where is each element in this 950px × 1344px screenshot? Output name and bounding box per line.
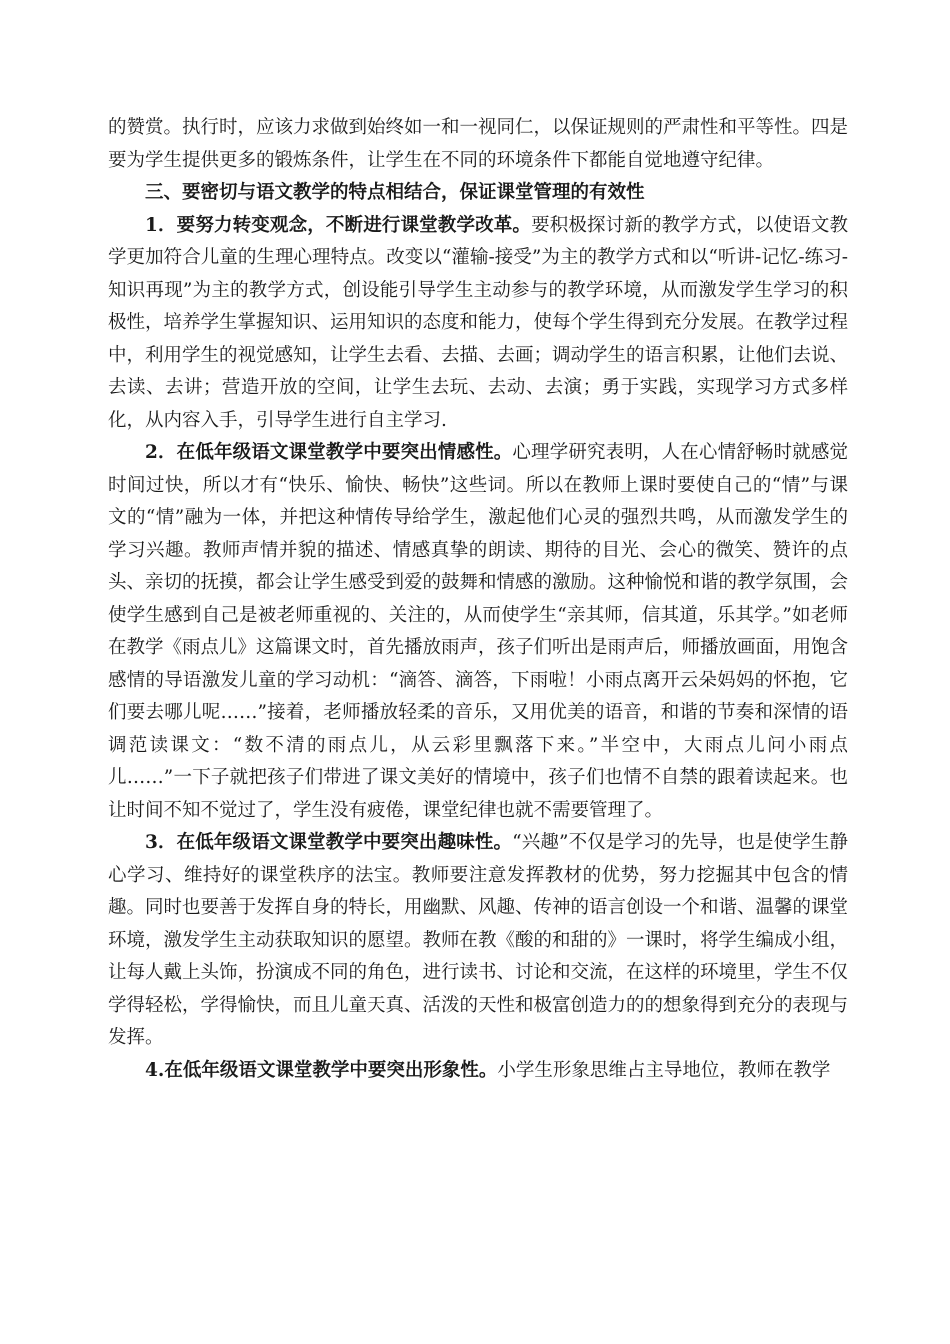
section-heading-3: 三、要密切与语文教学的特点相结合，保证课堂管理的有效性 bbox=[145, 182, 645, 203]
paragraph-4-body: 小学生形象思维占主导地位，教师在教学 bbox=[497, 1059, 831, 1081]
paragraph-4-lead: 4.在低年级语文课堂教学中要突出形象性。 bbox=[145, 1059, 498, 1081]
paragraph-3 bbox=[108, 827, 848, 1055]
paragraph-1-lead: 1．要努力转变观念，不断进行课堂教学改革。 bbox=[145, 214, 532, 236]
paragraph-3-lead: 3．在低年级语文课堂教学中要突出趣味性。 bbox=[145, 832, 513, 853]
paragraph-2-body: 心理学研究表明，人在心情舒畅时就感觉时间过快，所以才有“快乐、愉快、畅快”这些词。所以在教师上课时要使自己的“情”与课文的“情”融为一体，并把这种情传导给学生，激起他们心灵的强烈共鸣，从而激发学生的学习兴趣。教师声情并貌的描述、情感真挚的朗读、期待的目光、会心的微笑、赞许的点头、亲切的抚摸，都会让学生感受到爱的鼓舞和情感的激励。这种愉悦和谐的教学氛围，会使学生感到自己是被老师重视的、关注的，从而使学生“亲其师，信其道，乐其学。”如老师在教学《雨点儿》这篇课文时，首先播放雨声，孩子们听出是雨声后，师播放画面，用饱含感情的导语激发儿童的学习动机：“滴答、滴答，下雨啦！小雨点离开云朵妈妈的怀抱，它们要去哪儿呢……”接着，老师播放轻柔的音乐，又用优美的语音，和谐的节奏和深情的语调范读课文：“数不清的雨点儿，从云彩里飘落下来。”半空中，大雨点儿问小雨点儿……”一下子就把孩子们带进了课文美好的情境中，孩子们也情不自禁的跟着读起来。也让时间不知不觉过了，学生没有疲倦，课堂纪律也就不需要管理了。 bbox=[108, 442, 849, 821]
paragraph-4 bbox=[108, 1055, 848, 1088]
document-page bbox=[108, 112, 848, 1087]
paragraph-1-body: 要积极探讨新的教学方式，以使语文教学更加符合儿童的生理心理特点。改变以“灌输-接受”为主的教学方式和以“听讲-记忆-练习-知识再现”为主的教学方式，创设能引导学生主动参与的教学环境，从而激发学生学习的积极性，培养学生掌握知识、运用知识的态度和能力，使每个学生得到充分发展。在教学过程中，利用学生的视觉感知，让学生去看、去描、去画；调动学生的语言积累，让他们去说、去读、去讲；营造开放的空间，让学生去玩、去动、去演；勇于实践，实现学习方式多样化，从内容入手，引导学生进行自主学习. bbox=[108, 214, 849, 431]
paragraph-3-body: “兴趣”不仅是学习的先导，也是使学生静心学习、维持好的课堂秩序的法宝。教师要注意发挥教材的优势，努力挖掘其中包含的情趣。同时也要善于发挥自身的特长，用幽默、风趣、传神的语言创设一个和谐、温馨的课堂环境，激发学生主动获取知识的愿望。教师在教《酸的和甜的》一课时，将学生编成小组，让每人戴上头饰，扮演成不同的角色，进行读书、讨论和交流，在这样的环境里，学生不仅学得轻松，学得愉快，而且儿童天真、活泼的天性和极富创造力的的想象得到充分的表现与发挥。 bbox=[108, 832, 849, 1048]
paragraph-1 bbox=[108, 210, 848, 438]
paragraph-2 bbox=[108, 437, 848, 827]
paragraph-2-lead: 2．在低年级语文课堂教学中要突出情感性。 bbox=[145, 442, 513, 463]
paragraph-continued: 的赞赏。执行时，应该力求做到始终如一和一视同仁，以保证规则的严肃性和平等性。四是要为学生提供更多的锻炼条件，让学生在不同的环境条件下都能自觉地遵守纪律。 bbox=[108, 117, 849, 171]
